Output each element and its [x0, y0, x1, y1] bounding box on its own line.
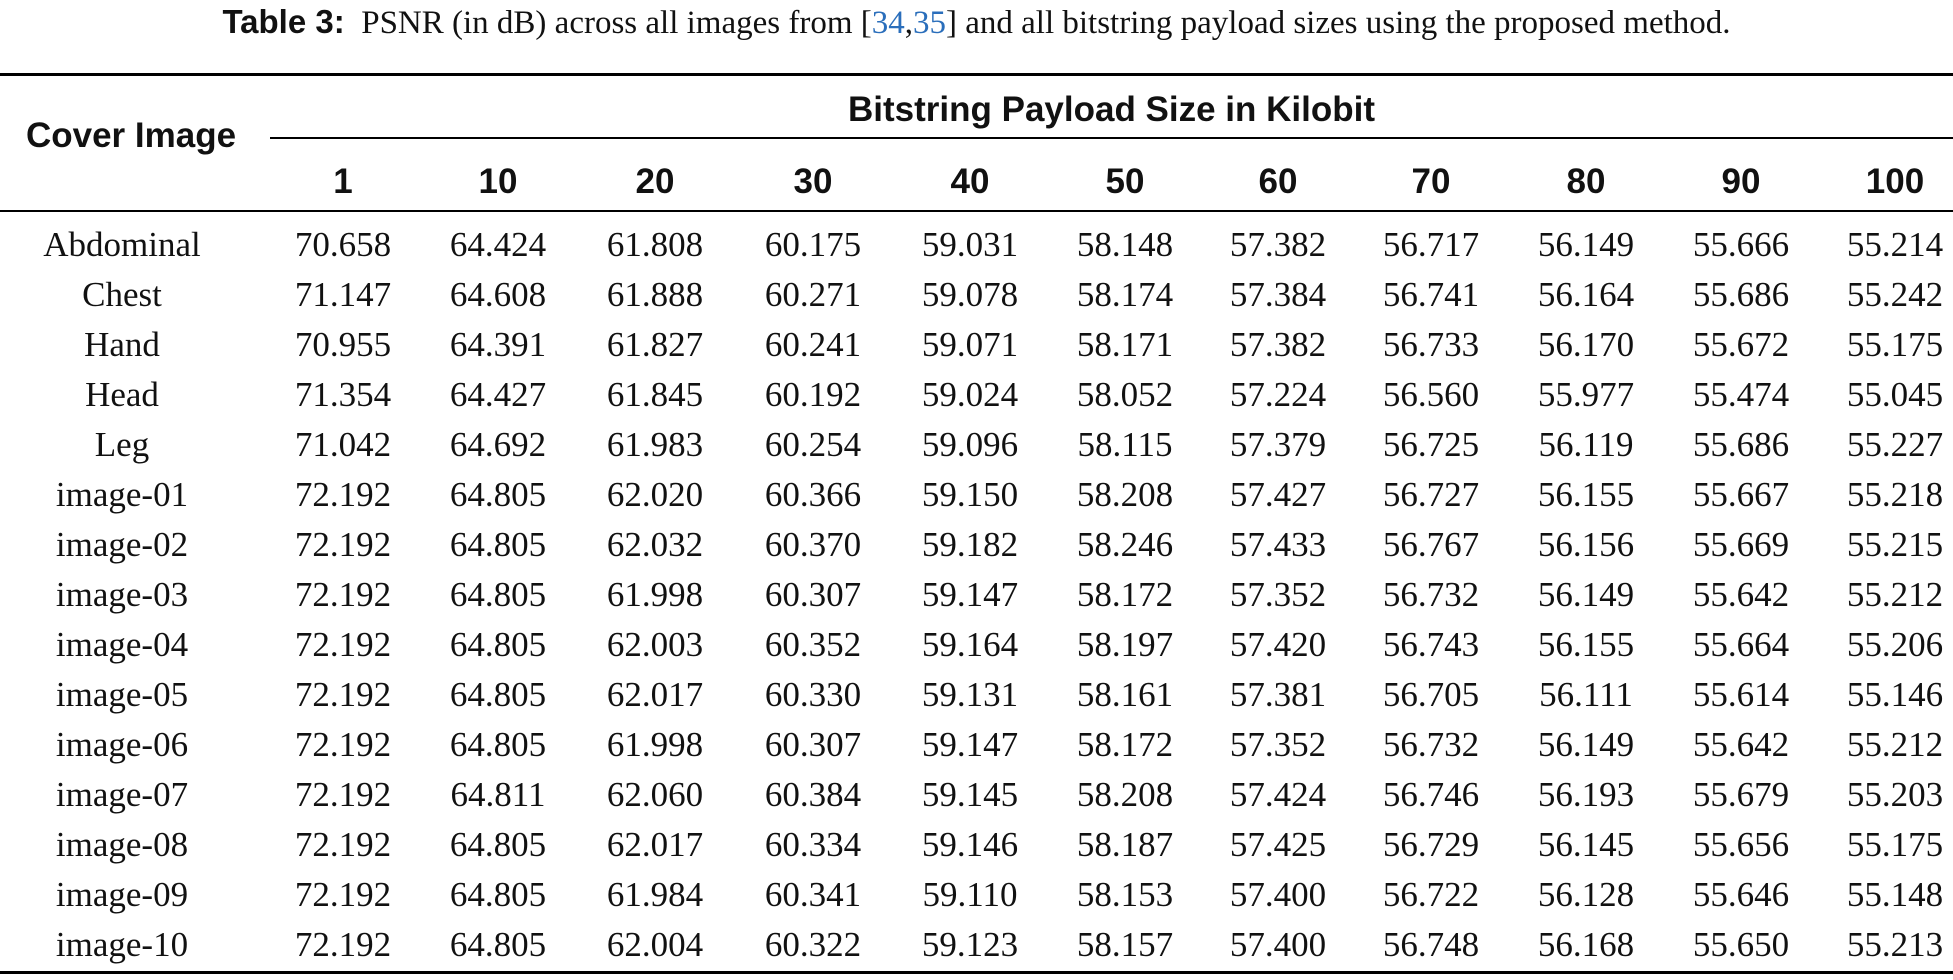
table-cell: 56.767: [1382, 525, 1480, 564]
table-cell: 57.352: [1229, 575, 1327, 614]
table-cell: 55.686: [1692, 425, 1790, 464]
table-cell: 72.192: [294, 625, 392, 664]
table-cell: 56.128: [1537, 875, 1635, 914]
table-row: [0, 670, 1953, 720]
table-cell: 56.746: [1382, 775, 1480, 814]
table-cell: 60.384: [764, 775, 862, 814]
table-cell: 55.212: [1846, 575, 1944, 614]
table-cell: 64.424: [449, 225, 547, 264]
table-cell: 56.149: [1537, 575, 1635, 614]
row-label: image-01: [55, 475, 189, 514]
table-cell: 56.149: [1537, 225, 1635, 264]
table-top-rule: [0, 73, 1953, 76]
table-cell: 60.241: [764, 325, 862, 364]
row-label: image-09: [55, 875, 189, 914]
table-cell: 72.192: [294, 475, 392, 514]
table-cell: 60.366: [764, 475, 862, 514]
table-cell: 64.805: [449, 625, 547, 664]
table-cell: 72.192: [294, 775, 392, 814]
table-cell: 62.003: [606, 625, 704, 664]
table-cell: 71.147: [294, 275, 392, 314]
table-cell: 59.078: [921, 275, 1019, 314]
row-label: image-03: [55, 575, 189, 614]
table-cell: 55.045: [1846, 375, 1944, 414]
column-header: 100: [1865, 162, 1925, 201]
table-cell: 55.672: [1692, 325, 1790, 364]
table-cell: 60.341: [764, 875, 862, 914]
table-cell: 64.811: [450, 775, 546, 814]
table-cell: 59.031: [921, 225, 1019, 264]
table-cell: 57.400: [1229, 925, 1327, 964]
table-cell: 56.748: [1382, 925, 1480, 964]
table-cell: 64.805: [449, 925, 547, 964]
table-cell: 57.433: [1229, 525, 1327, 564]
table-cell: 58.153: [1076, 875, 1174, 914]
table-cell: 59.164: [921, 625, 1019, 664]
table-cell: 60.307: [764, 725, 862, 764]
table-cell: 55.214: [1846, 225, 1944, 264]
table-cell: 55.666: [1692, 225, 1790, 264]
table-cell: 57.427: [1229, 475, 1327, 514]
citation-separator: ,: [904, 5, 913, 41]
table-cell: 55.175: [1846, 825, 1944, 864]
table-cell: 56.155: [1537, 625, 1635, 664]
table-cell: 72.192: [294, 675, 392, 714]
table-cell: 60.330: [764, 675, 862, 714]
payload-size-header: Bitstring Payload Size in Kilobit: [848, 90, 1375, 129]
table-row: [0, 920, 1953, 970]
caption-text-start: PSNR (in dB) across all images from [: [361, 5, 872, 41]
table-cell: 55.212: [1846, 725, 1944, 764]
table-cell: 58.171: [1076, 325, 1174, 364]
table-cell: 62.060: [606, 775, 704, 814]
table-cell: 72.192: [294, 525, 392, 564]
column-header: 10: [478, 162, 518, 201]
table-cell: 55.148: [1846, 875, 1944, 914]
table-cell: 59.147: [921, 725, 1019, 764]
table-cell: 58.208: [1076, 475, 1174, 514]
table-cell: 59.096: [921, 425, 1019, 464]
table-cell: 62.017: [606, 825, 704, 864]
table-cell: 56.164: [1537, 275, 1635, 314]
column-header: 60: [1258, 162, 1298, 201]
table-cell: 58.172: [1076, 725, 1174, 764]
table-cell: 55.206: [1846, 625, 1944, 664]
table-cell: 62.032: [606, 525, 704, 564]
table-cell: 61.808: [606, 225, 704, 264]
column-header: 90: [1721, 162, 1761, 201]
row-label: Leg: [94, 425, 150, 464]
table-body: [0, 220, 1953, 970]
table-cell: 61.888: [606, 275, 704, 314]
table-cell: 55.474: [1692, 375, 1790, 414]
table-cell: 57.224: [1229, 375, 1327, 414]
table-row: [0, 870, 1953, 920]
table-cell: 55.977: [1537, 375, 1635, 414]
row-label: Abdominal: [43, 225, 201, 264]
table-cell: 72.192: [294, 875, 392, 914]
table-cell: 55.656: [1692, 825, 1790, 864]
table-cell: 72.192: [294, 825, 392, 864]
table-cell: 55.664: [1692, 625, 1790, 664]
table-cell: 61.998: [606, 725, 704, 764]
table-cell: 61.983: [606, 425, 704, 464]
table-cell: 62.004: [606, 925, 704, 964]
table-cell: 60.254: [764, 425, 862, 464]
table-row: [0, 270, 1953, 320]
table-cell: 56.168: [1537, 925, 1635, 964]
table-cell: 57.382: [1229, 225, 1327, 264]
table-cell: 57.381: [1229, 675, 1327, 714]
row-label: image-10: [55, 925, 189, 964]
table-cell: 57.400: [1229, 875, 1327, 914]
citation-link[interactable]: 34: [871, 5, 905, 41]
table-cell: 58.115: [1077, 425, 1173, 464]
table-cell: 57.424: [1229, 775, 1327, 814]
table-row: [0, 520, 1953, 570]
table-cell: 56.155: [1537, 475, 1635, 514]
caption-text-end: ] and all bitstring payload sizes using the proposed method.: [946, 5, 1731, 41]
table-cell: 58.157: [1076, 925, 1174, 964]
table-cell: 56.729: [1382, 825, 1480, 864]
table-row: [0, 220, 1953, 270]
table-cell: 71.042: [294, 425, 392, 464]
table-cell: 56.725: [1382, 425, 1480, 464]
table-cell: 56.560: [1382, 375, 1480, 414]
table-cell: 58.187: [1076, 825, 1174, 864]
table-cell: 56.170: [1537, 325, 1635, 364]
column-header: 30: [793, 162, 833, 201]
table-cell: 60.307: [764, 575, 862, 614]
table-cell: 57.352: [1229, 725, 1327, 764]
table-cell: 56.705: [1382, 675, 1480, 714]
table-cell: 60.334: [764, 825, 862, 864]
table-cell: 58.172: [1076, 575, 1174, 614]
table-cell: 55.646: [1692, 875, 1790, 914]
table-cell: 59.024: [921, 375, 1019, 414]
table-cell: 64.805: [449, 525, 547, 564]
table-cell: 56.119: [1538, 425, 1634, 464]
table-cell: 57.425: [1229, 825, 1327, 864]
column-header: 80: [1566, 162, 1606, 201]
table-cell: 56.193: [1537, 775, 1635, 814]
table-cell: 60.352: [764, 625, 862, 664]
column-header: 40: [950, 162, 990, 201]
table-row: [0, 370, 1953, 420]
table-cell: 55.686: [1692, 275, 1790, 314]
table-cell: 55.679: [1692, 775, 1790, 814]
table-cell: 62.017: [606, 675, 704, 714]
table-cell: 58.208: [1076, 775, 1174, 814]
table-cell: 64.805: [449, 475, 547, 514]
table-cell: 56.149: [1537, 725, 1635, 764]
table-cell: 56.111: [1539, 675, 1633, 714]
column-header: 50: [1105, 162, 1145, 201]
row-label: image-05: [55, 675, 189, 714]
row-label: Hand: [84, 325, 160, 364]
table-cell: 56.732: [1382, 725, 1480, 764]
citation-link[interactable]: 35: [913, 5, 946, 41]
table-row: [0, 620, 1953, 670]
table-cell: 64.805: [449, 725, 547, 764]
table-cell: 64.391: [449, 325, 547, 364]
table-cell: 56.743: [1382, 625, 1480, 664]
table-cell: 55.614: [1692, 675, 1790, 714]
table-cell: 61.984: [606, 875, 704, 914]
table-cell: 58.246: [1076, 525, 1174, 564]
table-bottom-rule: [0, 971, 1953, 974]
table-cell: 61.998: [606, 575, 704, 614]
table-cell: 56.722: [1382, 875, 1480, 914]
table-cell: 57.379: [1229, 425, 1327, 464]
table-cell: 60.370: [764, 525, 862, 564]
table-row: [0, 770, 1953, 820]
table-cell: 58.197: [1076, 625, 1174, 664]
table-cell: 57.384: [1229, 275, 1327, 314]
table-cell: 59.147: [921, 575, 1019, 614]
table-cell: 59.150: [921, 475, 1019, 514]
table-cell: 55.146: [1846, 675, 1944, 714]
table-cell: 59.123: [921, 925, 1019, 964]
column-header: 70: [1411, 162, 1451, 201]
table-cell: 64.427: [449, 375, 547, 414]
table-cell: 55.215: [1846, 525, 1944, 564]
table-cell: 56.156: [1537, 525, 1635, 564]
table-cell: 60.192: [764, 375, 862, 414]
table-cell: 70.658: [294, 225, 392, 264]
table-cell: 55.203: [1846, 775, 1944, 814]
table-row: [0, 570, 1953, 620]
row-label: Chest: [82, 275, 162, 314]
row-label: image-02: [55, 525, 189, 564]
table-cell: 57.382: [1229, 325, 1327, 364]
table-cell: 59.110: [922, 875, 1018, 914]
table-cell: 59.182: [921, 525, 1019, 564]
table-cell: 72.192: [294, 575, 392, 614]
table-cell: 55.218: [1846, 475, 1944, 514]
table-cell: 60.322: [764, 925, 862, 964]
column-header: 20: [635, 162, 675, 201]
table-row: [0, 820, 1953, 870]
caption-label: Table 3:: [222, 3, 345, 40]
table-cell: 60.175: [764, 225, 862, 264]
table-cell: 55.227: [1846, 425, 1944, 464]
column-header: 1: [333, 162, 353, 201]
table-caption: [0, 2, 1953, 43]
table-cell: 56.145: [1537, 825, 1635, 864]
header-bottom-rule: [0, 210, 1953, 212]
table-row: [0, 720, 1953, 770]
table-cell: 56.717: [1382, 225, 1480, 264]
table-cell: 55.669: [1692, 525, 1790, 564]
table-cell: 55.642: [1692, 725, 1790, 764]
table-cell: 55.650: [1692, 925, 1790, 964]
table-cell: 64.692: [449, 425, 547, 464]
table-cell: 72.192: [294, 725, 392, 764]
header-span-rule: [270, 137, 1953, 139]
table-row: [0, 320, 1953, 370]
table-cell: 61.845: [606, 375, 704, 414]
table-cell: 55.642: [1692, 575, 1790, 614]
table-cell: 64.805: [449, 875, 547, 914]
row-label: image-06: [55, 725, 189, 764]
table-cell: 64.805: [449, 675, 547, 714]
table-cell: 59.145: [921, 775, 1019, 814]
table-cell: 59.071: [921, 325, 1019, 364]
row-label: Head: [85, 375, 159, 414]
table-cell: 62.020: [606, 475, 704, 514]
table-cell: 70.955: [294, 325, 392, 364]
table-cell: 56.741: [1382, 275, 1480, 314]
table-cell: 55.667: [1692, 475, 1790, 514]
table-cell: 55.213: [1846, 925, 1944, 964]
table-cell: 71.354: [294, 375, 392, 414]
table-cell: 56.727: [1382, 475, 1480, 514]
table-cell: 59.131: [921, 675, 1019, 714]
table-cell: 64.805: [449, 825, 547, 864]
row-label: image-04: [55, 625, 189, 664]
table-cell: 64.608: [449, 275, 547, 314]
table-row: [0, 470, 1953, 520]
table-cell: 61.827: [606, 325, 704, 364]
table-row: [0, 420, 1953, 470]
table-cell: 60.271: [764, 275, 862, 314]
cover-image-header: Cover Image: [25, 116, 237, 155]
table-cell: 58.148: [1076, 225, 1174, 264]
table-cell: 56.733: [1382, 325, 1480, 364]
table-cell: 72.192: [294, 925, 392, 964]
table-cell: 56.732: [1382, 575, 1480, 614]
table-cell: 55.242: [1846, 275, 1944, 314]
row-label: image-08: [55, 825, 189, 864]
table-cell: 55.175: [1846, 325, 1944, 364]
table-cell: 59.146: [921, 825, 1019, 864]
table-cell: 58.161: [1076, 675, 1174, 714]
table-cell: 58.052: [1076, 375, 1174, 414]
table-cell: 64.805: [449, 575, 547, 614]
table-cell: 58.174: [1076, 275, 1174, 314]
row-label: image-07: [55, 775, 189, 814]
table-cell: 57.420: [1229, 625, 1327, 664]
